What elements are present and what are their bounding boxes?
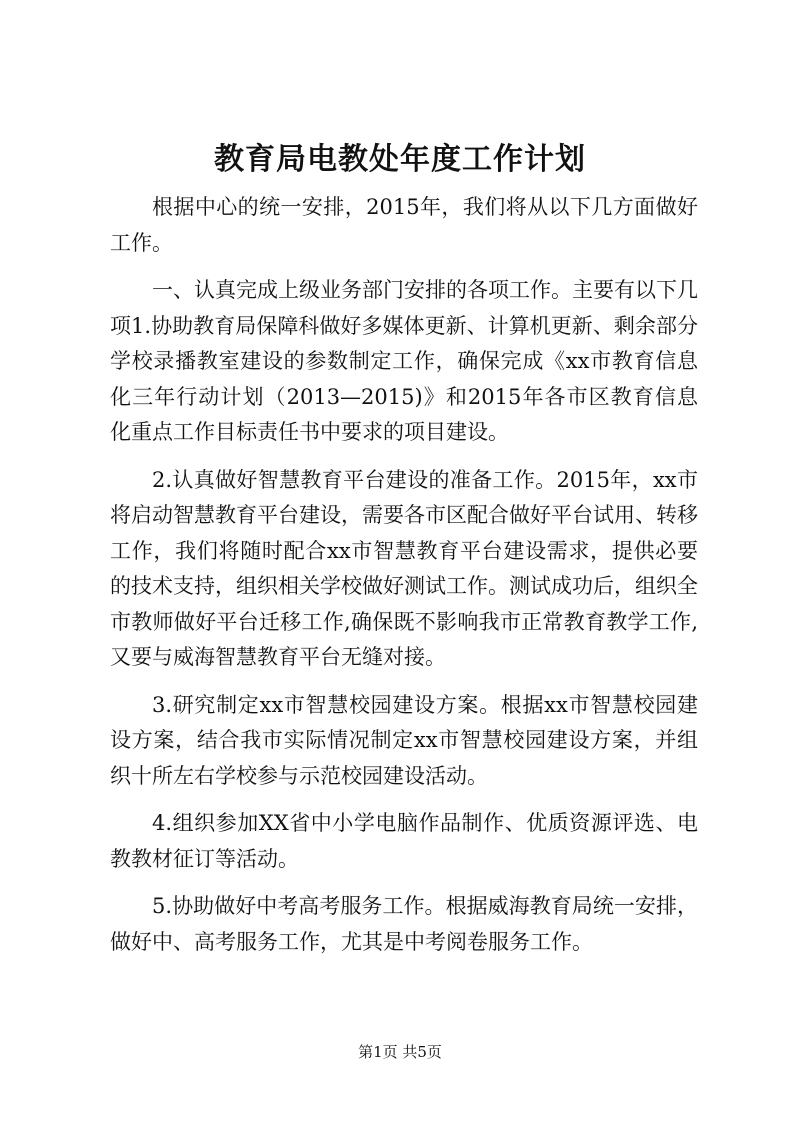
paragraph-item-2: 2.认真做好智慧教育平台建设的准备工作。2015年，xx市将启动智慧教育平台建设，需要各市区配合做好平台试用、转移工作，我们将随时配合xx市智慧教育平台建设需求，提供必要的技术支持，组织相关学校做好测试工作。测试成功后，组织全市教师做好平台迁移工作,确保既不影响我市正常教育教学工作,又要与威海智慧教育平台无缝对接。: [110, 467, 698, 669]
document-title: 教育局电教处年度工作计划: [214, 142, 586, 177]
document-body: [110, 190, 698, 972]
page-number-footer: 第1页 共5页: [358, 1043, 442, 1061]
paragraph-item-3: 3.研究制定xx市智慧校园建设方案。根据xx市智慧校园建设方案，结合我市实际情况制定xx市智慧校园建设方案，并组织十所左右学校参与示范校园建设活动。: [110, 692, 698, 788]
paragraph-item-5: 5.协助做好中考高考服务工作。根据威海教育局统一安排，做好中、高考服务工作，尤其是中考阅卷服务工作。: [110, 894, 698, 954]
paragraph-intro: 根据中心的统一安排，2015年，我们将从以下几方面做好工作。: [110, 195, 698, 255]
paragraph-item-1: 一、认真完成上级业务部门安排的各项工作。主要有以下几项1.协助教育局保障科做好多媒体更新、计算机更新、剩余部分学校录播教室建设的参数制定工作，确保完成《xx市教育信息化三年行动计划（2013—2015)》和2015年各市区教育信息化重点工作目标责任书中要求的项目建设。: [110, 278, 698, 444]
paragraph-item-4: 4.组织参加XX省中小学电脑作品制作、优质资源评选、电教教材征订等活动。: [110, 811, 698, 871]
